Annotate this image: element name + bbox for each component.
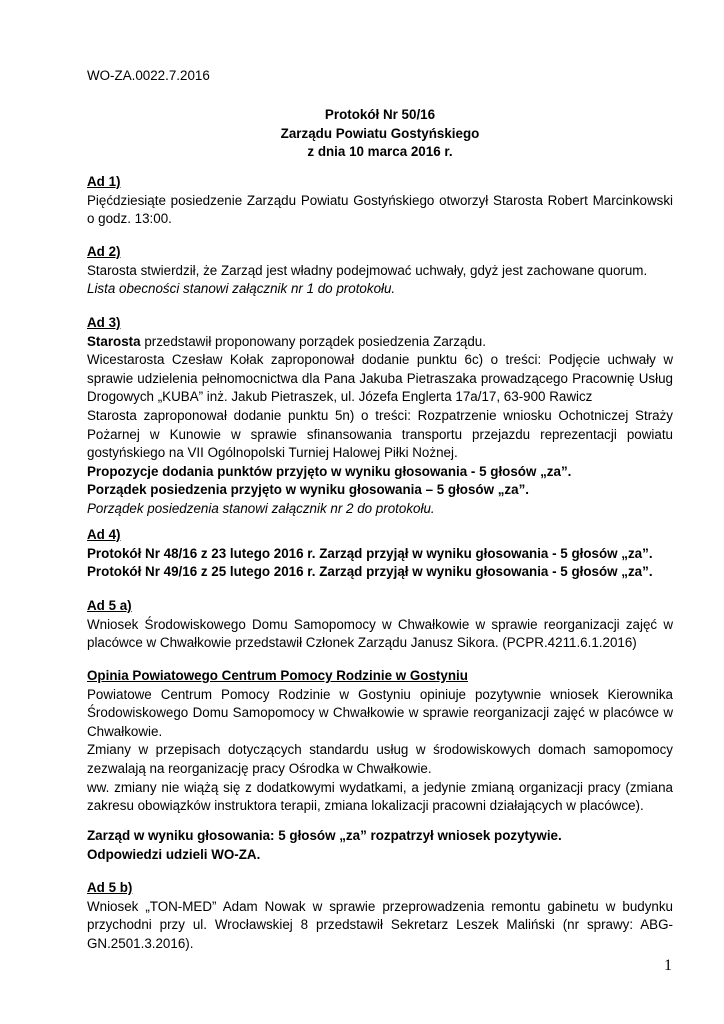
section-text: Pięćdziesiąte posiedzenie Zarządu Powiatu Gostyńskiego otworzył Starosta Robert Marcinkowski o godz. 13:00. [87, 192, 673, 227]
section-heading: Ad 3) [87, 315, 121, 330]
vote-result-agenda: Porządek posiedzenia przyjęto w wyniku głosowania – 5 głosów „za”. [87, 482, 529, 498]
document-reference: WO-ZA.0022.7.2016 [87, 68, 210, 83]
section-text: Wniosek Środowiskowego Domu Samopomocy w Chwałkowie w sprawie reorganizacji zajęć w placówce w Chwałkowie przedstawił Członek Zarządu Janusz Sikora. (PCPR.4211.6.1.2016) [87, 616, 673, 651]
section-ad3 [87, 314, 673, 519]
opinion-paragraph-3: ww. zmiany nie wiążą się z dodatkowymi wydatkami, a jedynie zmianą organizacji pracy (zmiana zakresu obowiązków instruktora terapii, zmiana lokalizacji pracowni działających w placówce). [87, 779, 673, 814]
section-ad4 [87, 526, 673, 582]
section-text: Wniosek „TON-MED” Adam Nowak w sprawie przeprowadzenia remontu gabinetu w budynku przychodni przy ul. Wrocławskiej 8 przedstawił Sekretarz Leszek Maliński (nr sprawy: ABG-GN.2501.3.2016). [87, 898, 673, 951]
protocol-49-approval: Protokół Nr 49/16 z 25 lutego 2016 r. Zarząd przyjął w wyniku głosowania - 5 głosów „za”. [87, 564, 653, 580]
section-decision [87, 827, 673, 864]
section-heading: Ad 1) [87, 174, 121, 189]
section-heading: Ad 4) [87, 527, 121, 542]
starosta-label: Starosta [87, 333, 141, 349]
section-ad5b [87, 879, 673, 953]
title-line-3: z dnia 10 marca 2016 r. [307, 144, 453, 160]
section-ad5a [87, 597, 673, 653]
section-ad2 [87, 243, 673, 299]
section-text: Starosta stwierdził, że Zarząd jest władny podejmować uchwały, gdyż jest zachowane quorum. [87, 262, 648, 278]
title-line-2: Zarządu Powiatu Gostyńskiego [280, 125, 480, 141]
title-line-1: Protokół Nr 50/16 [324, 107, 436, 122]
vote-result-proposals: Propozycje dodania punktów przyjęto w wyniku głosowania - 5 głosów „za”. [87, 463, 572, 479]
section-heading: Ad 5 a) [87, 598, 132, 613]
section-heading: Ad 5 b) [87, 880, 133, 895]
attachment-note: Porządek posiedzenia stanowi załącznik nr 2 do protokołu. [87, 500, 435, 516]
protocol-48-approval: Protokół Nr 48/16 z 23 lutego 2016 r. Zarząd przyjął w wyniku głosowania - 5 głosów „za”. [87, 545, 653, 561]
attachment-note: Lista obecności stanowi załącznik nr 1 do protokołu. [87, 281, 396, 297]
section-ad1 [87, 173, 673, 229]
opinion-paragraph-2: Zmiany w przepisach dotyczących standardu usług w środowiskowych domach samopomocy zezwalają na reorganizację pracy Ośrodka w Chwałkowie. [87, 742, 673, 776]
agenda-intro-text: przedstawił proponowany porządek posiedzenia Zarządu. [140, 333, 486, 349]
page-number: 1 [664, 957, 672, 974]
decision-response: Odpowiedzi udzieli WO-ZA. [87, 846, 261, 862]
section-opinion [87, 667, 673, 816]
opinion-heading: Opinia Powiatowego Centrum Pomocy Rodzinie w Gostyniu [87, 668, 468, 683]
agenda-intro [87, 333, 673, 352]
section-heading: Ad 2) [87, 244, 121, 259]
proposal-6c: Wicestarosta Czesław Kołak zaproponował dodanie punktu 6c) o treści: Podjęcie uchwały w sprawie udzielenia pełnomocnictwa dla Pana Jakuba Pietraszaka prowadzącego Pracownię Usług Drogowych „KUBA” inż. Jakub Pietraszek, ul. Józefa Englerta 17a/17, 63-900 Rawicz [87, 352, 673, 405]
document-title [87, 106, 673, 162]
proposal-5n: Starosta zaproponował dodanie punktu 5n) o treści: Rozpatrzenie wniosku Ochotniczej Straży Pożarnej w Kunowie w sprawie sfinansowania transportu przejazdu reprezentacji powiatu gostyńskiego na VII Ogólnopolski Turniej Halowej Piłki Nożnej. [87, 407, 673, 461]
decision-vote: Zarząd w wyniku głosowania: 5 głosów „za” rozpatrzył wniosek pozytywie. [87, 828, 562, 843]
opinion-paragraph-1: Powiatowe Centrum Pomocy Rodzinie w Gostyniu opiniuje pozytywnie wniosek Kierownika Środowiskowego Domu Samopomocy w Chwałkowie w sprawie reorganizacji zajęć w placówce w Chwałkowie. [87, 686, 673, 739]
